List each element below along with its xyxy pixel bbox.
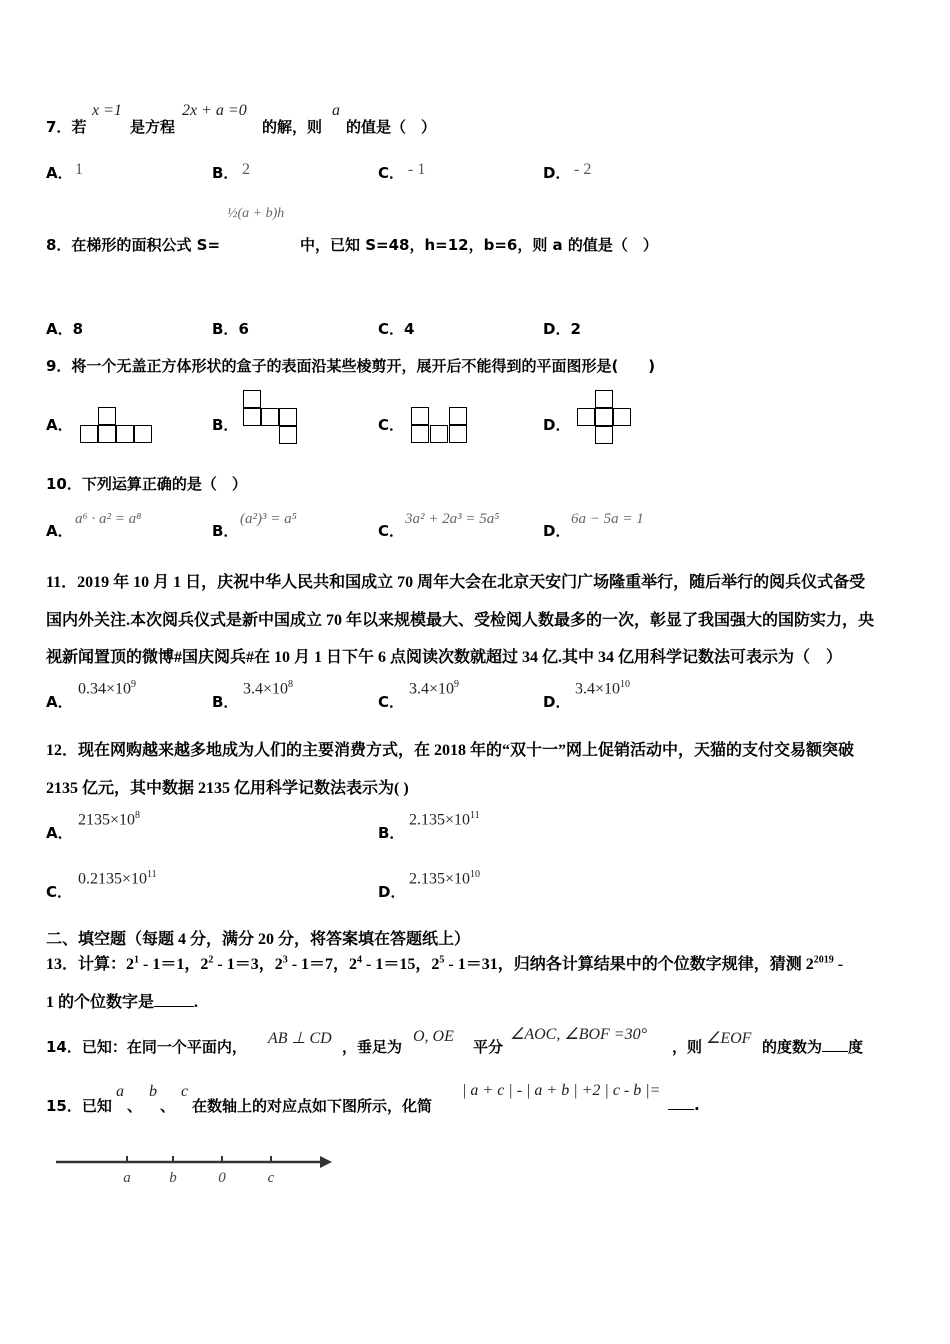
q12-option-b[interactable] [378, 822, 404, 843]
q10-option-a-value: a⁶ · a² = a⁸ [75, 511, 142, 527]
power-base: 2 [126, 956, 135, 973]
exponent: 11 [147, 869, 157, 880]
base: 3.4×10 [409, 680, 455, 698]
q14-text-3: 平分 [473, 1038, 504, 1056]
q7-text-3: 的解，则 [262, 118, 323, 136]
option-value: 2 [570, 320, 581, 338]
q9-text: 9．将一个无盖正方体形状的盒子的表面沿某些棱剪开，展开后不能得到的平面图形是( ) [46, 357, 656, 375]
option-label: D． [378, 883, 406, 901]
power-exp: 2019 [813, 954, 834, 966]
q12-option-a[interactable] [46, 822, 73, 843]
q7-option-d-value: - 2 [574, 161, 592, 178]
q7-math-a: a [332, 102, 340, 119]
option-label: B． [212, 416, 239, 434]
option-value: 8 [72, 320, 84, 338]
result: - 1＝31，归纳各计算结果中的个位数字规律，猜测 [444, 956, 806, 973]
q7-math-equation: 2x + a =0 [182, 102, 247, 119]
exponent: 11 [470, 810, 480, 821]
option-label: A． [46, 416, 73, 434]
option-label: A． [46, 522, 73, 540]
q13-number: 13．计算： [46, 956, 127, 973]
q15-text-1: 15．已知 [46, 1097, 112, 1115]
power-base: 2 [805, 956, 814, 973]
q9-net-figure-c [411, 407, 471, 447]
q15-expression: | a + c | - | a + b | +2 | c - b |= [462, 1082, 661, 1099]
q14-math-angles: ∠AOC, ∠BOF =30° [510, 1026, 647, 1043]
power-base: 2 [200, 956, 209, 973]
q7-text-1: 若 [71, 118, 87, 136]
base: 0.34×10 [78, 680, 132, 698]
option-label: C． [378, 320, 405, 338]
q7-text-2: 是方程 [130, 118, 176, 136]
q13-line-1 [46, 951, 843, 974]
option-label: B． [212, 320, 239, 338]
power-exp: 4 [357, 954, 363, 966]
q10-option-c[interactable] [378, 520, 404, 541]
axis-label-a: a [123, 1170, 131, 1186]
result: - [833, 956, 844, 973]
q10-option-b[interactable] [212, 520, 238, 541]
option-value: 6 [238, 320, 249, 338]
power-exp: 5 [439, 954, 445, 966]
axis-label-c: c [267, 1170, 275, 1186]
arrow-icon [320, 1156, 332, 1168]
q14-tail [762, 1036, 863, 1057]
q13-tail: . [194, 994, 199, 1011]
q12-line-1: 12．现在网购越来越多地成为人们的主要消费方式，在 2018 年的“双十一”网上促销活动中，天猫的支付交易额突破 [46, 742, 855, 759]
q15-var-c: c [181, 1083, 189, 1100]
q15-tail: . [694, 1096, 700, 1114]
q7-option-c[interactable] [378, 162, 404, 183]
q15-answer [668, 1095, 700, 1114]
option-label: B． [212, 164, 239, 182]
q8-formula: ½(a + b)h [227, 206, 285, 221]
base: 3.4×10 [243, 680, 289, 698]
q7-text-4: 的值是（ ） [346, 118, 437, 136]
q15-text-2: 在数轴上的对应点如下图所示，化简 [192, 1097, 433, 1115]
power-base: 2 [274, 956, 283, 973]
option-label: A． [46, 693, 73, 711]
q12-option-b-value [409, 810, 480, 829]
q15-sep-1: 、 [127, 1097, 143, 1115]
answer-blank[interactable] [822, 1037, 848, 1052]
option-label: D． [543, 416, 571, 434]
q14-math-points: O, OE [413, 1028, 454, 1045]
option-label: C． [46, 883, 73, 901]
section-2-title: 二、填空题（每题 4 分，满分 20 分，将答案填在答题纸上） [46, 931, 471, 948]
q14-text-1: 14．已知：在同一个平面内， [46, 1038, 247, 1056]
q8-option-a[interactable] [46, 318, 83, 339]
q7-option-b-value: 2 [242, 161, 250, 178]
q11-option-c-value [409, 679, 459, 698]
result: - 1＝7， [287, 956, 350, 973]
q14-text-5: 的度数为 [762, 1038, 823, 1056]
q11-line-2: 国内外关注.本次阅兵仪式是新中国成立 70 年以来规模最大、受检阅人数最多的一次，彰显了我国强大的国防实力，央 [46, 612, 875, 629]
option-label: D． [543, 320, 571, 338]
q8-text-1: 8．在梯形的面积公式 S= [46, 236, 221, 254]
power-exp: 2 [208, 954, 214, 966]
exponent: 8 [288, 679, 294, 690]
q9-option-c[interactable] [378, 414, 404, 435]
base: 3.4×10 [575, 680, 621, 698]
q14-text-2: ，垂足为 [342, 1038, 403, 1056]
option-label: A． [46, 164, 73, 182]
exponent: 10 [620, 679, 631, 690]
exponent: 10 [470, 869, 481, 880]
q10-option-a[interactable] [46, 520, 73, 541]
base: 2.135×10 [409, 811, 471, 829]
q10-option-d-value: 6a − 5a = 1 [571, 511, 644, 527]
option-label: A． [46, 320, 73, 338]
exponent: 9 [131, 679, 137, 690]
q15-var-b: b [149, 1083, 157, 1100]
option-label: B． [378, 824, 405, 842]
q13-text: 1 的个位数字是 [46, 994, 155, 1011]
option-label: A． [46, 824, 73, 842]
q9-option-d[interactable] [543, 414, 570, 435]
base: 2135×10 [78, 811, 136, 829]
q12-line-2: 2135 亿元，其中数据 2135 亿用科学记数法表示为( ) [46, 780, 409, 797]
q11-option-c[interactable] [378, 691, 404, 712]
q15-var-a: a [116, 1083, 124, 1100]
result: - 1＝3， [213, 956, 275, 973]
q11-line-3: 视新闻置顶的微博#国庆阅兵#在 10 月 1 日下午 6 点阅读次数就超过 34 亿.其中 34 亿用科学记数法可表示为（ ） [46, 649, 843, 666]
q13-line-2 [46, 989, 198, 1012]
power-exp: 1 [134, 954, 140, 966]
q7-option-d[interactable] [543, 162, 570, 183]
option-label: D． [543, 522, 571, 540]
q10-option-d[interactable] [543, 520, 570, 541]
option-label: D． [543, 164, 571, 182]
q11-option-a-value [78, 679, 136, 698]
q7-math-x: x =1 [92, 102, 122, 119]
q14-math-perpendicular: AB ⊥ CD [268, 1030, 332, 1047]
q12-option-d-value [409, 869, 480, 888]
power-base: 2 [349, 956, 358, 973]
base: 2.135×10 [409, 870, 471, 888]
number-line-figure [50, 1148, 340, 1192]
q10-option-b-value: (a²)³ = a⁵ [240, 511, 297, 527]
q9-option-b[interactable] [212, 414, 238, 435]
axis-label-b: b [169, 1170, 177, 1186]
option-value: 4 [404, 320, 415, 338]
q7-option-a[interactable] [46, 162, 73, 183]
q14-math-eof: ∠EOF [706, 1030, 752, 1047]
q15-sep-2: 、 [160, 1097, 176, 1115]
q12-option-d[interactable] [378, 881, 405, 902]
q12-option-c[interactable] [46, 881, 72, 902]
q14-text-4: ，则 [672, 1038, 703, 1056]
q8-option-b[interactable] [212, 318, 249, 339]
q9-net-figure-b [243, 390, 303, 450]
q9-net-figure-a [80, 407, 158, 445]
result: - 1＝15， [362, 956, 432, 973]
power-base: 2 [431, 956, 440, 973]
q11-option-d-value [575, 679, 630, 698]
option-label: C． [378, 164, 405, 182]
q14-text-6: 度 [848, 1038, 864, 1056]
q7-option-b[interactable] [212, 162, 238, 183]
option-label: B． [212, 693, 239, 711]
base: 0.2135×10 [78, 870, 148, 888]
q7-option-a-value: 1 [75, 161, 83, 178]
result: - 1＝1， [139, 956, 201, 973]
option-label: B． [212, 522, 239, 540]
q12-option-c-value [78, 869, 157, 888]
q12-option-a-value [78, 810, 140, 829]
answer-blank[interactable] [668, 1095, 694, 1110]
option-label: C． [378, 522, 405, 540]
q10-text: 10．下列运算正确的是（ ） [46, 475, 247, 493]
q8-option-c[interactable] [378, 318, 414, 339]
answer-blank[interactable] [154, 992, 194, 1007]
q11-option-b-value [243, 679, 293, 698]
q11-option-d[interactable] [543, 691, 570, 712]
exponent: 9 [454, 679, 460, 690]
option-label: C． [378, 416, 405, 434]
q7-option-c-value: - 1 [408, 161, 426, 178]
exponent: 8 [135, 810, 141, 821]
q11-option-b[interactable] [212, 691, 238, 712]
axis-label-0: 0 [218, 1170, 226, 1186]
q9-option-a[interactable] [46, 414, 73, 435]
option-label: C． [378, 693, 405, 711]
q8-option-d[interactable] [543, 318, 581, 339]
power-exp: 3 [282, 954, 288, 966]
q7-number: 7． [46, 118, 72, 136]
q10-option-c-value: 3a² + 2a³ = 5a⁵ [405, 511, 500, 527]
q11-option-a[interactable] [46, 691, 73, 712]
q7-stem [46, 116, 86, 137]
q11-line-1: 11．2019 年 10 月 1 日，庆祝中华人民共和国成立 70 周年大会在北京天安门广场隆重举行，随后举行的阅兵仪式备受 [46, 574, 866, 591]
q8-text-2: 中，已知 S=48，h=12，b=6，则 a 的值是（ ） [300, 236, 658, 254]
q9-net-figure-d [577, 390, 637, 450]
option-label: D． [543, 693, 571, 711]
